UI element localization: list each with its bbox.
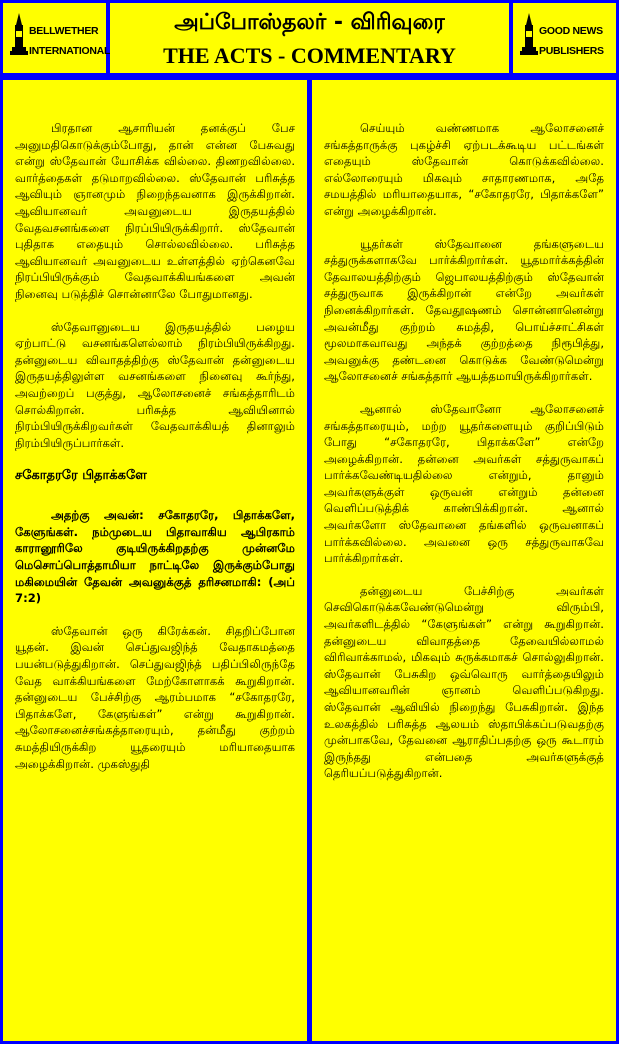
title-panel: [110, 3, 509, 73]
paragraph: தன்னுடைய பேச்சிற்கு அவர்கள் செவிகொடுக்கவேண்டுமென்று விரும்பி, அவர்களிடத்தில் “கேளுங்கள்” என்று கூறுகிறான். தன்னுடைய விவாதத்தை தேவையில்லாமல் விரிவாக்காமல், மிகவும் சுருக்கமாகச் சொல்லுகிறான். ஸ்தேவான் பேசுகிற ஒவ்வொரு வார்த்தையிலும் ஆவியானவரின் ஞானம் வெளிப்படுகிறது. ஸ்தேவான் ஆவியில் நிறைந்து பேசுகிறான். இந்த உலகத்தில் பரிசுத்த ஆலயம் ஸ்தாபிக்கப்படுவதற்கு முன்பாகவே, தேவனை ஆராதிப்பதற்கு ஒரு கூடாரம் இருந்தது என்பதை அவர்களுக்குத் தெரியப்படுத்துகிறான்.: [324, 583, 604, 781]
right-column: [312, 80, 616, 1041]
good-news-line2: PUBLISHERS: [539, 45, 604, 57]
left-column-text: [15, 120, 295, 788]
bell-tower-icon: [519, 11, 539, 67]
bellwether-logo: [9, 11, 111, 67]
bellwether-logo-panel: [3, 3, 111, 73]
bell-tower-icon: [9, 11, 29, 67]
paragraph: யூதர்கள் ஸ்தேவானை தங்களுடைய சத்துருக்களாகவே பார்க்கிறார்கள். யூதமார்க்கத்தின் தேவாலயத்திற்கும் ஜெபாலயத்திற்கும் ஸ்தேவான் சத்துருவாக இருக்கிறான் என்றே அவர்கள் நினைக்கிறார்கள். தேவதூஷணம் சொன்னானென்று அவன்மீது குற்றம் சுமத்தி, பொய்ச்சாட்சிகள் மூலமாகவாவது அந்தக் குற்றத்தை நிரூபித்து, அவனுக்கு தண்டனை கொடுக்க வேண்டுமென்று ஆலோசனைச் சங்கத்தார் ஆயத்தமாயிருக்கிறார்கள்.: [324, 236, 604, 384]
good-news-line1: GOOD NEWS: [539, 25, 603, 37]
verse-quote: அதற்கு அவன்: சகோதரரே, பிதாக்களே, கேளுங்கள். நம்முடைய பிதாவாகிய ஆபிரகாம் காரானூரிலே குடியிருக்கிறதற்கு முன்னமே மெசொப்பொத்தாமியா நாட்டிலே இருக்கும்போது மகிமையின் தேவன் அவனுக்குத் தரிசனமாகி: (அப் 7:2): [15, 508, 295, 606]
title-english: THE ACTS - COMMENTARY: [163, 43, 456, 68]
good-news-logo-panel: [513, 3, 616, 73]
good-news-logo: [519, 11, 611, 67]
bellwether-line2: INTERNATIONAL: [29, 45, 111, 57]
paragraph: ஆனால் ஸ்தேவானோ ஆலோசனைச் சங்கத்தாரையும், மற்ற யூதர்களையும் குறிப்பிடும் போது “சகோதரரே, பிதாக்களே” என்றே அழைக்கிறான். தன்னை அவர்கள் சத்துருவாகப் பார்க்கவேண்டியதில்லை என்றும், தானும் அவர்களுக்குள் ஒருவன் என்றும் தன்னை வெளிப்படுத்திக் காண்பிக்கிறான். ஆனால் அவர்களோ ஸ்தேவானை தங்களில் ஒருவனாகப் பார்க்கவில்லை. அவனை ஒரு சத்துருவாகவே பார்க்கிறார்கள்.: [324, 401, 604, 566]
section-heading: சகோதரரே பிதாக்களே: [15, 468, 147, 484]
right-column-text: [324, 120, 604, 798]
paragraph: பிரதான ஆசாரியன் தனக்குப் பேச அனுமதிகொடுக்கும்போது, தான் என்ன பேசுவது என்று ஸ்தேவான் யோசிக்க வில்லை. திணறவில்லை. வார்த்தைகள் தடுமாறவில்லை. ஸ்தேவான் பரிசுத்த ஆவியும் ஞானமும் நிறைந்தவனாக இருக்கிறான். ஆவியானவர் அவனுடைய இருதயத்தில் வேதவசனங்களை நிரப்பியிருக்கிறார். ஸ்தேவான் புதிதாக எதையும் சொல்லவில்லை. பரிசுத்த ஆவியானவர் அவனுடைய உள்ளத்தில் ஏற்கெனவே நிரப்பியிருக்கும் வேதவாக்கியங்களை அவன் நினைவு படுத்திச் சொன்னாலே போதுமானது.: [15, 121, 295, 301]
left-column: [3, 80, 307, 1041]
paragraph: ஸ்தேவானுடைய இருதயத்தில் பழைய ஏற்பாட்டு வசனங்களெல்லாம் நிரம்பியிருக்கிறது. தன்னுடைய விவாதத்திற்கு ஸ்தேவான் தன்னுடைய இருதயத்திலுள்ள வசனங்களை நினைவு கூர்ந்து, அவற்றைப் பகுத்து, ஆலோசனைச் சங்கத்தாரிடம் சொல்கிறான். பரிசுத்த ஆவியினால் நிரம்பியிருக்கிறவர்கள் வேதவாக்கியத் தினாலும் நிரம்பியிருப்பார்கள்.: [15, 319, 295, 450]
paragraph: ஸ்தேவான் ஒரு கிரேக்கன். சிதறிப்போன யூதன். இவன் செப்துவஜிந்த் வேதாகமத்தை பயன்படுத்துகிறான். செப்துவஜிந்த் பதிப்பிலிருந்தே வேத வாக்கியங்களை மேற்கோளாகக் கூறுகிறான். தன்னுடைய பேச்சிற்கு ஆரம்பமாக “சகோதரரே, பிதாக்களே, கேளுங்கள்” என்று கூறுகிறான். ஆலோசனைச்சங்கத்தாரையும், தன்மீது குற்றம் சுமத்தியிருக்கிற யூதரையும் மரியாதையாக அழைக்கிறான். முகஸ்துதி: [15, 623, 295, 771]
paragraph: செய்யும் வண்ணமாக ஆலோசனைச் சங்கத்தாருக்கு புகழ்ச்சி ஏற்படக்கூடிய பட்டங்கள் எதையும் ஸ்தேவான் கொடுக்கவில்லை. எல்லோரையும் மிகவும் சாதாரணமாக, அதே சமயத்தில் மரியாதையாக, “சகோதரரே, பிதாக்களே” என்று அழைக்கிறான்.: [324, 121, 604, 218]
title-tamil: அப்போஸ்தலர் - விரிவுரை: [174, 10, 445, 35]
bellwether-line1: BELLWETHER: [29, 25, 99, 37]
